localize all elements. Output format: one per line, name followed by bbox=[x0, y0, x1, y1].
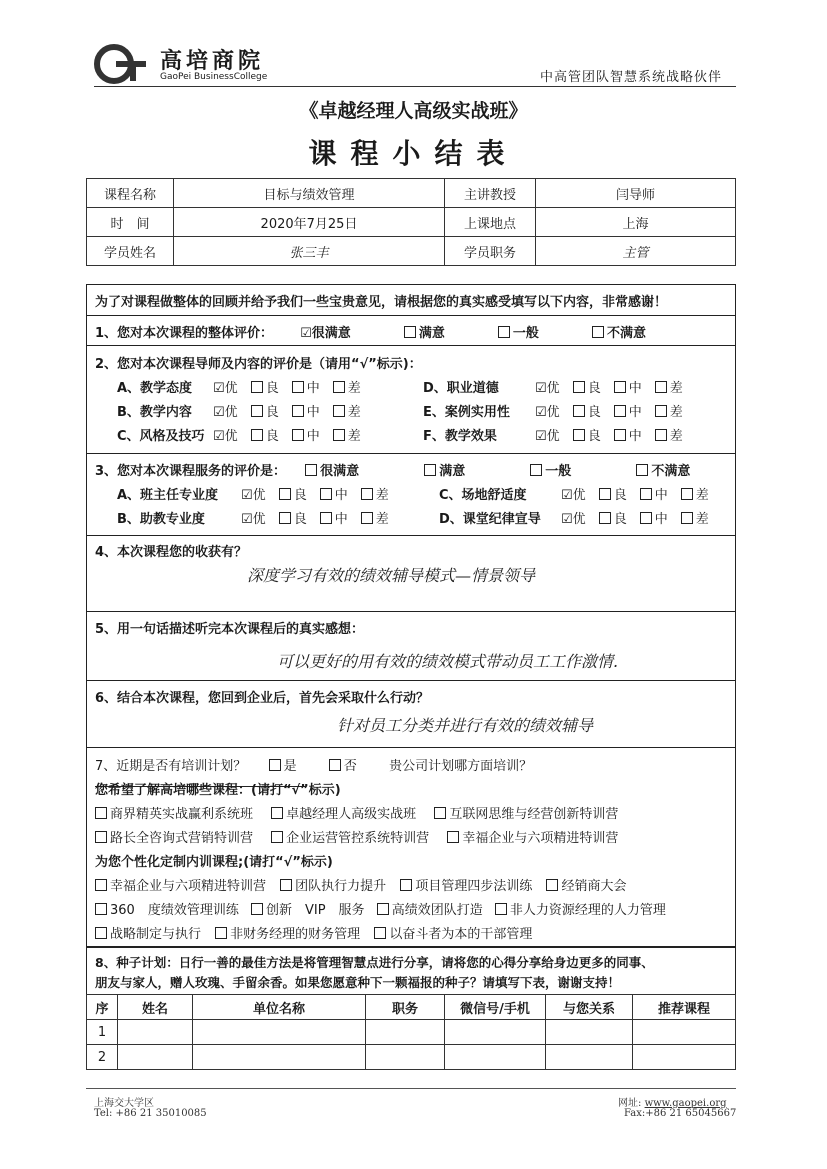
q1-very-satisfied-checkbox[interactable]: ☑很满意 bbox=[300, 326, 351, 341]
table-row bbox=[87, 1045, 736, 1070]
seed-col-relation: 与您关系 bbox=[546, 995, 633, 1020]
form-subtitle: 《卓越经理人高级实战班》 bbox=[299, 100, 528, 122]
logo-chinese-name: 高培商院 bbox=[160, 48, 265, 74]
q1-dissatisfied-checkbox[interactable]: 不满意 bbox=[592, 326, 646, 341]
q3-very-satisfied-checkbox[interactable]: 很满意 bbox=[305, 464, 359, 479]
gaopei-logo-icon bbox=[94, 44, 154, 84]
q8-text-1: 8、种子计划：日行一善的最佳方法是将管理智慧点进行分享，请将您的心得分享给身边更多的同事、 bbox=[95, 955, 654, 970]
q3-d-grades[interactable]: ☑优 良 中 差 bbox=[561, 512, 709, 527]
q3-label: 3、您对本次课程服务的评价是： bbox=[95, 464, 287, 479]
q5-label: 5、用一句话描述听完本次课程后的真实感想： bbox=[95, 622, 365, 637]
custom-option[interactable]: 经销商大会 bbox=[546, 879, 626, 894]
q3-item-c: C、场地舒适度 bbox=[439, 488, 527, 503]
course-option[interactable]: 商界精英实战赢利系统班 bbox=[95, 807, 253, 822]
seed-cell[interactable] bbox=[445, 1020, 546, 1045]
q2-e-grades[interactable]: ☑优 良 中 差 bbox=[535, 405, 683, 420]
custom-option[interactable]: 非财务经理的财务管理 bbox=[215, 927, 360, 942]
student-position-value[interactable]: 主管 bbox=[536, 237, 736, 266]
custom-option[interactable]: 360 度绩效管理训练 bbox=[95, 903, 239, 918]
q6-label: 6、结合本次课程，您回到企业后，首先会采取什么行动？ bbox=[95, 691, 430, 706]
q2-label: 2、您对本次课程导师及内容的评价是（请用“√”标示)： bbox=[95, 357, 422, 372]
q3-dissatisfied-checkbox[interactable]: 不满意 bbox=[636, 464, 690, 479]
seed-cell[interactable] bbox=[366, 1045, 445, 1070]
seed-row-index: 2 bbox=[87, 1045, 118, 1070]
q3-c-grades[interactable]: ☑优 良 中 差 bbox=[561, 488, 709, 503]
seed-plan-table bbox=[86, 994, 736, 1070]
seed-col-name: 姓名 bbox=[118, 995, 193, 1020]
q3-service bbox=[95, 460, 735, 479]
table-row bbox=[87, 1020, 736, 1045]
q7-yes-checkbox[interactable]: 是 bbox=[269, 759, 297, 774]
course-option[interactable]: 幸福企业与六项精进特训营 bbox=[447, 831, 618, 846]
course-option[interactable]: 路长全咨询式营销特训营 bbox=[95, 831, 253, 846]
seed-cell[interactable] bbox=[633, 1045, 736, 1070]
q2-item-d: D、职业道德 bbox=[423, 381, 499, 396]
header-divider bbox=[94, 86, 736, 87]
q1-average-checkbox[interactable]: 一般 bbox=[498, 326, 539, 341]
q7-courses-label: 您希望了解高培哪些课程：(请打“√”标示) bbox=[95, 783, 341, 798]
footer-fax: Fax:+86 21 65045667 bbox=[624, 1108, 737, 1119]
q7-courses-row-1 bbox=[95, 803, 735, 822]
q1-satisfied-checkbox[interactable]: 满意 bbox=[404, 326, 445, 341]
seed-col-company: 单位名称 bbox=[193, 995, 366, 1020]
q7-company-label: 贵公司计划哪方面培训？ bbox=[389, 759, 533, 774]
form-title: 课程小结表 bbox=[308, 137, 519, 170]
custom-option[interactable]: 幸福企业与六项精进特训营 bbox=[95, 879, 266, 894]
q7-custom-row-3 bbox=[95, 923, 735, 942]
q3-item-a: A、班主任专业度 bbox=[117, 488, 219, 503]
student-position-label: 学员职务 bbox=[445, 237, 536, 266]
professor-label: 主讲教授 bbox=[445, 179, 536, 208]
seed-cell[interactable] bbox=[546, 1020, 633, 1045]
q4-label: 4、本次课程您的收获有？ bbox=[95, 545, 248, 560]
seed-col-course: 推荐课程 bbox=[633, 995, 736, 1020]
time-value[interactable]: 2020年7月25日 bbox=[174, 208, 445, 237]
footer-tel: Tel: +86 21 35010085 bbox=[94, 1108, 207, 1119]
course-info-table bbox=[86, 178, 736, 266]
q2-f-grades[interactable]: ☑优 良 中 差 bbox=[535, 429, 683, 444]
q3-average-checkbox[interactable]: 一般 bbox=[530, 464, 571, 479]
seed-cell[interactable] bbox=[193, 1020, 366, 1045]
seed-cell[interactable] bbox=[546, 1045, 633, 1070]
q3-item-b: B、助教专业度 bbox=[117, 512, 205, 527]
q2-item-a: A、教学态度 bbox=[117, 381, 193, 396]
seed-cell[interactable] bbox=[633, 1020, 736, 1045]
seed-cell[interactable] bbox=[118, 1045, 193, 1070]
course-name-label: 课程名称 bbox=[87, 179, 174, 208]
q8-text-2: 朋友与家人，赠人玫瑰、手留余香。如果您愿意种下一颗福报的种子？请填写下表，谢谢支持！ bbox=[95, 975, 621, 990]
q2-item-f: F、教学效果 bbox=[423, 429, 497, 444]
seed-cell[interactable] bbox=[366, 1020, 445, 1045]
q7-plan-label: 7、近期是否有培训计划？ bbox=[95, 759, 247, 774]
q6-answer[interactable]: 针对员工分类并进行有效的绩效辅导 bbox=[337, 716, 594, 735]
seed-cell[interactable] bbox=[118, 1020, 193, 1045]
custom-option[interactable]: 非人力资源经理的人力管理 bbox=[495, 903, 666, 918]
place-value[interactable]: 上海 bbox=[536, 208, 736, 237]
footer-website bbox=[618, 1094, 727, 1109]
q1-label: 1、您对本次课程的整体评价： bbox=[95, 326, 274, 341]
q2-c-grades[interactable]: ☑优 良 中 差 bbox=[213, 429, 361, 444]
student-name-value[interactable]: 张三丰 bbox=[174, 237, 445, 266]
q3-grid bbox=[117, 484, 727, 532]
footer-web-label: 网址: bbox=[618, 1098, 642, 1109]
q1-overall bbox=[95, 322, 735, 341]
q5-answer[interactable]: 可以更好的用有效的绩效模式带动员工工作激情. bbox=[277, 652, 619, 671]
logo-english-name: GaoPei BusinessCollege bbox=[160, 72, 268, 82]
header-slogan: 中高管团队智慧系统战略伙伴 bbox=[540, 70, 723, 85]
q7-custom-row-2 bbox=[95, 899, 735, 918]
seed-col-position: 职务 bbox=[366, 995, 445, 1020]
q7-custom-label: 为您个性化定制内训课程;(请打“√”标示) bbox=[95, 855, 333, 870]
course-option[interactable]: 企业运营管控系统特训营 bbox=[271, 831, 429, 846]
custom-option[interactable]: 项目管理四步法训练 bbox=[400, 879, 532, 894]
q2-item-b: B、教学内容 bbox=[117, 405, 192, 420]
q7-custom-row-1 bbox=[95, 875, 735, 894]
q3-b-grades[interactable]: ☑优 良 中 差 bbox=[241, 512, 389, 527]
course-name-value[interactable]: 目标与绩效管理 bbox=[174, 179, 445, 208]
feedback-form bbox=[86, 284, 736, 948]
seed-row-index: 1 bbox=[87, 1020, 118, 1045]
footer-address: 上海交大学区 bbox=[94, 1098, 154, 1109]
q7-no-checkbox[interactable]: 否 bbox=[329, 759, 357, 774]
seed-cell[interactable] bbox=[445, 1045, 546, 1070]
q3-a-grades[interactable]: ☑优 良 中 差 bbox=[241, 488, 389, 503]
q2-a-grades[interactable]: ☑优 良 中 差 bbox=[213, 381, 361, 396]
q2-d-grades[interactable]: ☑优 良 中 差 bbox=[535, 381, 683, 396]
custom-option[interactable]: 高绩效团队打造 bbox=[377, 903, 483, 918]
q2-b-grades[interactable]: ☑优 良 中 差 bbox=[213, 405, 361, 420]
q4-answer[interactable]: 深度学习有效的绩效辅导模式—情景领导 bbox=[247, 566, 536, 585]
time-label: 时 间 bbox=[87, 208, 174, 237]
custom-option[interactable]: 团队执行力提升 bbox=[280, 879, 386, 894]
course-option[interactable]: 卓越经理人高级实战班 bbox=[271, 807, 416, 822]
q2-item-c: C、风格及技巧 bbox=[117, 429, 205, 444]
custom-option[interactable]: 战略制定与执行 bbox=[95, 927, 201, 942]
q2-item-e: E、案例实用性 bbox=[423, 405, 510, 420]
q2-grid bbox=[117, 377, 717, 449]
place-label: 上课地点 bbox=[445, 208, 536, 237]
custom-option[interactable]: 创新 VIP 服务 bbox=[251, 903, 365, 918]
q3-item-d: D、课堂纪律宣导 bbox=[439, 512, 541, 527]
course-option[interactable]: 互联网思维与经营创新特训营 bbox=[434, 807, 618, 822]
seed-cell[interactable] bbox=[193, 1045, 366, 1070]
seed-col-index: 序 bbox=[87, 995, 118, 1020]
footer-divider bbox=[86, 1088, 736, 1089]
seed-col-wechat: 微信号/手机 bbox=[445, 995, 546, 1020]
intro-text: 为了对课程做整体的回顾并给予我们一些宝贵意见，请根据您的真实感受填写以下内容，非常感谢！ bbox=[95, 295, 668, 310]
footer-web-link[interactable]: www.gaopei.org bbox=[644, 1098, 727, 1109]
q7-courses-row-2 bbox=[95, 827, 735, 846]
student-name-label: 学员姓名 bbox=[87, 237, 174, 266]
q3-satisfied-checkbox[interactable]: 满意 bbox=[424, 464, 465, 479]
professor-value[interactable]: 闫导师 bbox=[536, 179, 736, 208]
custom-option[interactable]: 以奋斗者为本的干部管理 bbox=[374, 927, 532, 942]
